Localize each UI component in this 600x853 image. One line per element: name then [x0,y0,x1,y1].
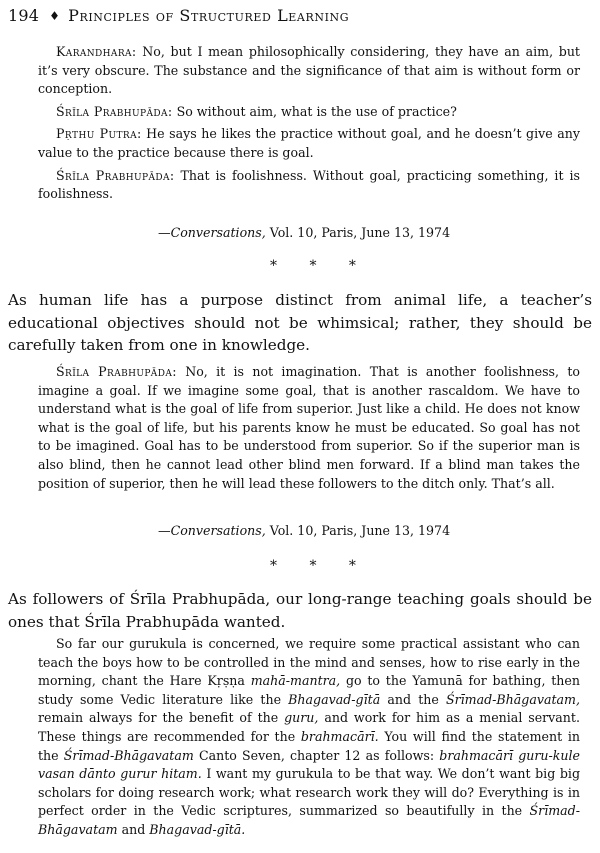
citation-1: —Conversations, Vol. 10, Paris, June 13, 1974 [158,225,451,240]
dialogue-line [38,125,580,162]
dialogue-text: No, it is not imagination. That is another foolishness, to imagine a goal. If we imagine some goal, that is another rascaldom. We have to understand what is the goal of life from superior. Just like a child. He does not know what is the goal of life, but his parents know he must be educated. So goal has not to be imagined. Goal has to be understood from superior. So if the superior man is also blind, then he cannot lead other blind men forward. If a blind man takes the position of superior, then he will lead these followers to the ditch only. That’s all. [38,364,580,491]
conversation-excerpt-2 [38,363,580,493]
page-number: 194 [8,6,40,25]
lead-paragraph-1: As human life has a purpose distinct from animal life, a teacher’s educational objectives should not be whimsical; rather, they should be carefully taken from one in knowledge. [8,291,592,354]
speaker-name: Śrīla Prabhupāda: [56,364,177,379]
dialogue-text: That is foolishness. Without goal, practicing something, it is foolishness. [38,167,580,202]
quotation-text: So far our gurukula is concerned, we require some practical assistant who can teach the boys how to be controlled in the mind and senses, how to rise early in the morning, chant the Hare Kṛṣṇa mahā-mantra, go to the Yamunā for bathing, then study some Vedic literature like the Bhagavad-gītā and the Śrīmad-Bhāgavatam, remain always for the benefit of the guru, and work for him as a menial servant. These things are recommended for the brahmacārī. You will find the statement in the Śrīmad-Bhāgavatam Canto Seven, chapter 12 as follows: brahmacārī guru-kule vasan dānto gurur hitam. I want my gurukula to be that way. We don’t want big big scholars for doing research work; what research work they will do? Everything is in perfect order in the Vedic scriptures, summarized so beautifully in the Śrīmad-Bhāgavatam and Bhagavad-gītā. [38,636,581,837]
dialogue-line [38,43,580,99]
dialogue-line [38,103,580,122]
running-header [8,6,349,25]
citation-2: —Conversations, Vol. 10, Paris, June 13, 1974 [158,523,451,538]
quotation-block [38,635,580,840]
dialogue-text: So without aim, what is the use of practice? [176,103,457,119]
conversation-excerpt-1 [38,43,580,204]
citation-detail: Vol. 10, Paris, June 13, 1974 [269,523,451,538]
dialogue-line [38,167,580,204]
lead-paragraph-2: As followers of Śrīla Prabhupāda, our long-range teaching goals should be ones that Śrīla Prabhupāda wanted. [8,590,592,631]
speaker-name: Śrīla Prabhupāda: [56,167,175,183]
running-title: Principles of Structured Learning [68,6,350,25]
speaker-name: Karandhara: [56,44,137,59]
citation-work: Conversations, [170,523,266,538]
citation-detail: Vol. 10, Paris, June 13, 1974 [269,225,451,240]
citation-work: Conversations, [170,225,266,240]
speaker-name: Śrīla Prabhupāda: [56,103,173,119]
speaker-name: Pṛthu Putra: [56,126,142,142]
section-separator: * * * [270,258,370,274]
dialogue-line [38,363,580,493]
section-separator: * * * [270,558,370,574]
dialogue-text: He says he likes the practice without goal, and he doesn’t give any value to the practice because there is goal. [38,126,580,160]
dialogue-text: No, but I mean philosophically considering, they have an aim, but it’s very obscure. The substance and the significance of that aim is without form or conception. [38,44,580,97]
diamond-separator-icon: ♦ [49,9,61,23]
